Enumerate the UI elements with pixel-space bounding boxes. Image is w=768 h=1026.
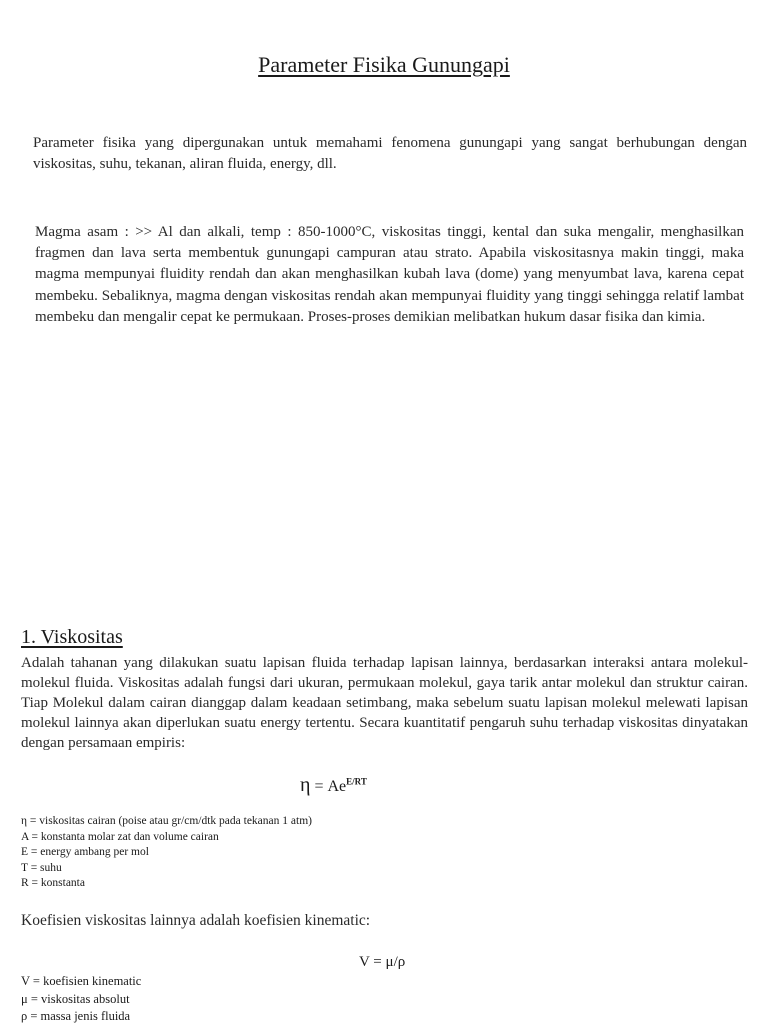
kinematic-intro: Koefisien viskositas lainnya adalah koefisien kinematic: bbox=[21, 912, 371, 929]
viscosity-equation bbox=[300, 774, 367, 797]
equation-legend bbox=[21, 814, 312, 892]
legend-item: T = suhu bbox=[21, 861, 62, 874]
viskositas-paragraph: Adalah tahanan yang dilakukan suatu lapisan fluida terhadap lapisan lainnya, berdasarkan interaksi antara molekul-molekul fluida. Viskositas adalah fungsi dari ukuran, permukaan molekul, gaya tarik antar molekul dan struktur cairan. Tiap Molekul dalam cairan dianggap dalam keadaan setimbang, maka sebelum suatu lapisan molekul melewati lapisan molekul lainnya akan diperlukan suatu energy tertentu. Secara kuantitatif pengaruh suhu terhadap viskositas dinyatakan dengan persamaan empiris: bbox=[21, 655, 748, 751]
legend-item: μ = viskositas absolut bbox=[21, 991, 130, 1006]
kinematic-equation: V = μ/ρ bbox=[359, 954, 406, 970]
kinematic-legend bbox=[21, 973, 141, 1026]
magma-paragraph: Magma asam : >> Al dan alkali, temp : 850-1000°C, viskositas tinggi, kental dan suka mengalir, menghasilkan fragmen dan lava serta membentuk gunungapi campuran atau strato. Apabila viskositasnya makin tinggi, maka magma mempunyai fluidity rendah dan akan menghasilkan kubah lava (dome) yang menyumbat lava, karena cepat membeku. Sebaliknya, magma dengan viskositas rendah akan mempunyai fluidity yang tinggi sehingga relatif lambat membeku dan mengalir cepat ke permukaan. Proses-proses demikian melibatkan hukum dasar fisika dan kimia. bbox=[35, 224, 744, 325]
intro-paragraph: Parameter fisika yang dipergunakan untuk memahami fenomena gunungapi yang sangat berhubungan dengan viskositas, suhu, tekanan, aliran fluida, energy, dll. bbox=[33, 135, 747, 172]
legend-item: R = konstanta bbox=[21, 877, 85, 889]
legend-item: E = energy ambang per mol bbox=[21, 846, 149, 858]
legend-item: η = viskositas cairan (poise atau gr/cm/dtk pada tekanan 1 atm) bbox=[21, 815, 312, 827]
equation-eta: η bbox=[300, 774, 311, 796]
page-title: Parameter Fisika Gunungapi bbox=[258, 52, 510, 77]
equation-rhs: = Ae bbox=[310, 778, 347, 795]
legend-item: V = koefisien kinematic bbox=[21, 974, 142, 988]
legend-item: A = konstanta molar zat dan volume cairan bbox=[21, 830, 219, 843]
legend-item: ρ = massa jenis fluida bbox=[21, 1009, 131, 1023]
equation-exponent: E/RT bbox=[346, 776, 367, 787]
section-heading-viskositas: 1. Viskositas bbox=[21, 626, 123, 648]
